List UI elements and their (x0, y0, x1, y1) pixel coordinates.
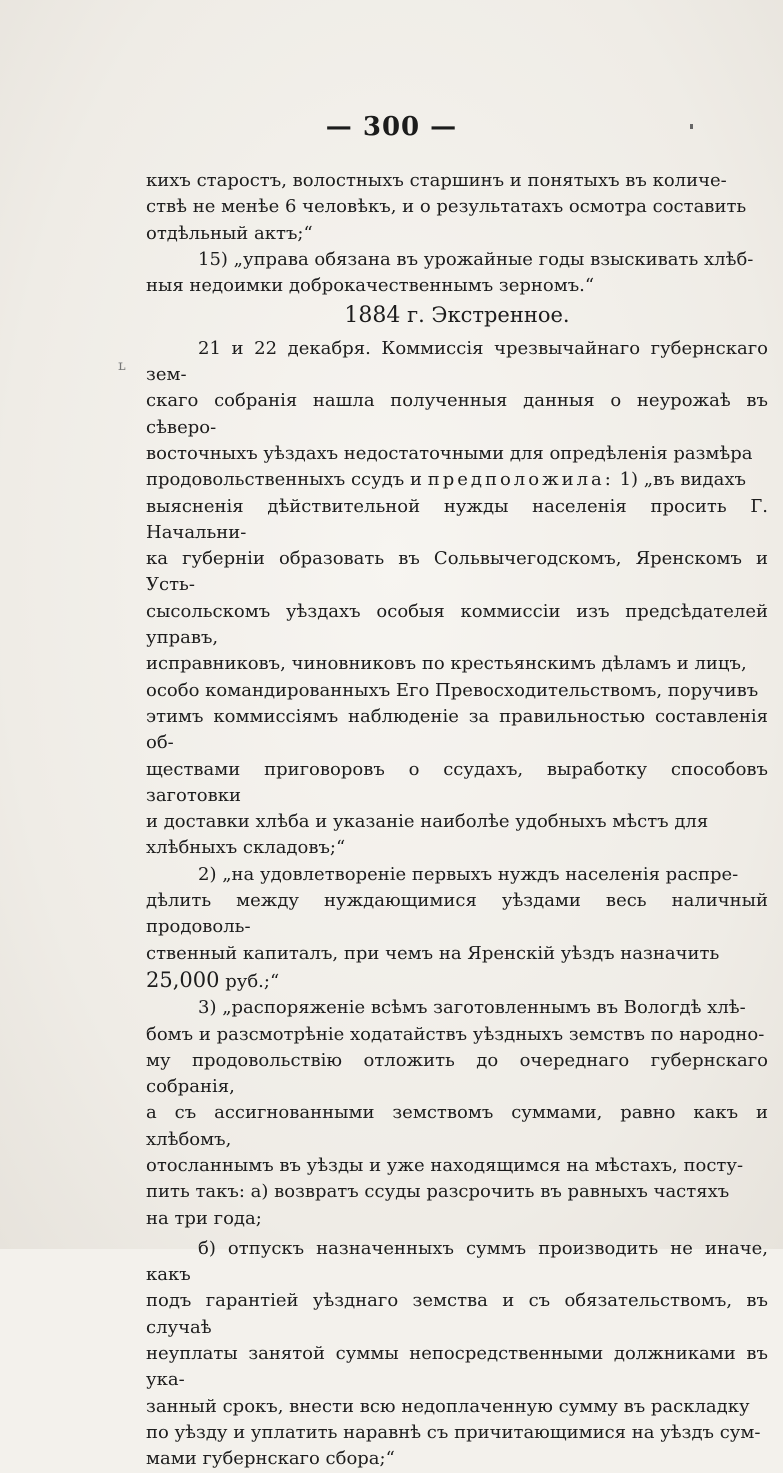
text-line: особо командированныхъ Его Превосходительствомъ, поручивъ (146, 679, 759, 701)
text-line: дѣлить между нуждающимися уѣздами весь наличный продоволь- (146, 890, 768, 938)
text-line: ственный капиталъ, при чемъ на Яренскій уѣздъ назначить (146, 942, 720, 964)
text-line: на три года; (146, 1207, 262, 1229)
section-heading (146, 302, 768, 329)
text-line: по уѣзду и уплатить наравнѣ съ причитающимися на уѣздъ сум- (146, 1421, 761, 1443)
text-line: этимъ коммиссіямъ наблюденіе за правильностью составленія об- (146, 705, 768, 754)
text-fragment: продовольственныхъ ссудъ и (146, 469, 422, 491)
text-line (146, 967, 768, 995)
text-line: исправниковъ, чиновниковъ по крестьянскимъ дѣламъ и лицъ, (146, 653, 747, 675)
page-number: — 300 — (325, 112, 458, 142)
text-line: занный срокъ, внести всю недоплаченную сумму въ раскладку (146, 1395, 750, 1417)
text-line: подъ гарантіей уѣзднаго земства и съ обязательствомъ, въ случаѣ (146, 1290, 768, 1338)
heading-title: г. Экстренное. (407, 303, 570, 328)
text-line: кихъ старостъ, волостныхъ старшинъ и понятыхъ въ количе- (146, 170, 727, 191)
text-line: 21 и 22 декабря. Коммиссія чрезвычайнаго губернскаго зем- (146, 337, 768, 386)
text-line (146, 467, 768, 493)
text-line: ствѣ не менѣе 6 человѣкъ, и о результатахъ осмотра составить (146, 196, 747, 218)
text-fragment: 1) „въ видахъ (619, 469, 746, 491)
text-line: му продовольствію отложить до очереднаго губернскаго собранія, (146, 1049, 768, 1098)
text-line: бомъ и разсмотрѣніе ходатайствъ уѣздныхъ земствъ по народно- (146, 1023, 765, 1045)
text-line: ка губерніи образовать въ Сольвычегодскомъ, Яренскомъ и Усть- (146, 548, 768, 596)
text-line: отдѣльный актъ;“ (146, 222, 313, 244)
text-line: ществами приговоровъ о ссудахъ, выработку способовъ заготовки (146, 758, 768, 806)
text-line: а съ ассигнованными земствомъ суммами, равно какъ и хлѣбомъ, (146, 1102, 768, 1150)
text-line: сысольскомъ уѣздахъ особыя коммиссіи изъ предсѣдателей управъ, (146, 600, 768, 649)
amount-value: 25,000 (146, 967, 220, 992)
text-fragment: руб.;“ (225, 970, 280, 992)
text-line: ныя недоимки доброкачественнымъ зерномъ.“ (146, 275, 595, 297)
text-line: хлѣбныхъ складовъ;“ (146, 837, 346, 859)
item-b: б) отпускъ назначенныхъ суммъ производить не иначе, какъ (146, 1237, 768, 1286)
spaced-word: предположила: (427, 469, 614, 491)
text-line: неуплаты занятой суммы непосредственными должниками въ ука- (146, 1343, 768, 1391)
text-line: скаго собранія нашла полученныя данныя о неурожаѣ въ сѣверо- (146, 390, 768, 438)
text-line: пить такъ: а) возвратъ ссуды разсрочить въ равныхъ частяхъ (146, 1181, 730, 1203)
item-15: 15) „управа обязана въ урожайные годы взыскивать хлѣб- (198, 248, 754, 270)
margin-mark: ʟ (118, 358, 126, 374)
text-line: восточныхъ уѣздахъ недостаточными для опредѣленія размѣра (146, 442, 753, 464)
text-line: и доставки хлѣба и указаніе наиболѣе удобныхъ мѣстъ для (146, 811, 709, 833)
text-line: отосланнымъ въ уѣзды и уже находящимся на мѣстахъ, посту- (146, 1154, 744, 1176)
text-line: мами губернскаго сбора;“ (146, 1448, 395, 1470)
item-2: 2) „на удовлетвореніе первыхъ нуждъ населенія распре- (198, 863, 739, 885)
text-line: выясненія дѣйствительной нужды населенія просить Г. Начальни- (146, 495, 768, 543)
item-3: 3) „распоряженіе всѣмъ заготовленнымъ въ Вологдѣ хлѣ- (198, 997, 746, 1019)
heading-year: 1884 (344, 303, 401, 329)
body-text (146, 168, 768, 1473)
